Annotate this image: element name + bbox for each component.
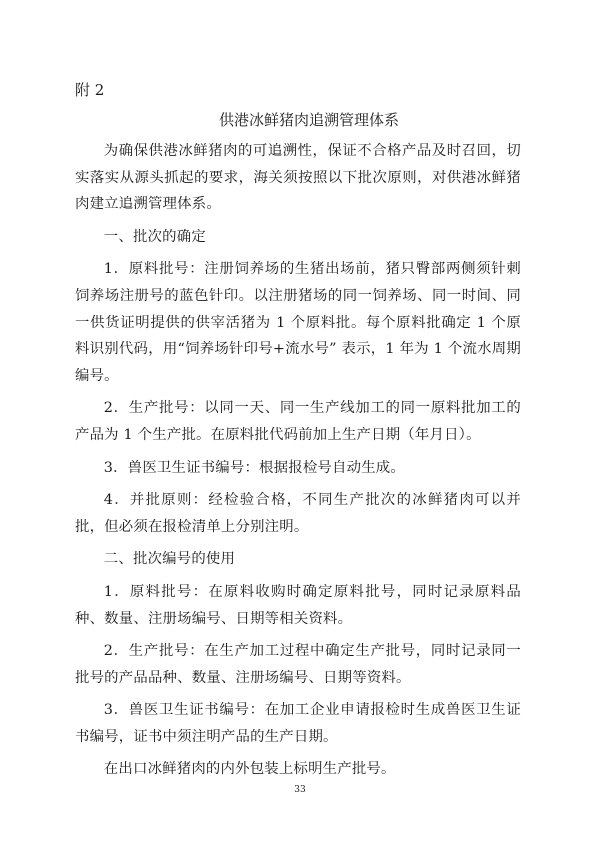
paragraph-usage-production: 2．生产批号：在生产加工过程中确定生产批号，同时记录同一批号的产品品种、数量、注册场编号、日期等资料。	[75, 643, 521, 686]
closing-paragraph: 在出口冰鲜猪肉的内外包装上标明生产批号。	[103, 761, 396, 778]
paragraph-usage-vet-certificate: 3．兽医卫生证书编号：在加工企业申请报检时生成兽医卫生证书编号，证书中须注明产品的生产日期。	[75, 702, 521, 745]
section-heading-batch-determination: 一、批次的确定	[103, 228, 206, 245]
document-body	[75, 138, 521, 789]
section-heading-batch-number-usage: 二、批次编号的使用	[103, 551, 236, 568]
paragraph-production-batch: 2．生产批号：以同一天、同一生产线加工的同一原料批加工的产品为 1 个生产批。在原料批代码前加上生产日期（年月日）。	[75, 400, 521, 443]
paragraph-usage-raw-material: 1．原料批号：在原料收购时确定原料批号，同时记录原料品种、数量、注册场编号、日期等相关资料。	[75, 583, 521, 627]
paragraph-raw-material-batch: 1．原料批号：注册饲养场的生猪出场前，猪只臀部两侧须针刺饲养场注册号的蓝色针印。以注册猪场的同一饲养场、同一时间、同一供货证明提供的供宰活猪为 1 个原料批。每个原料批确定 1 个原料识别代码，用“饲养场针印号+流水号” 表示，1 年为 1 个流水周期编号。	[75, 261, 521, 384]
document-title: 供港冰鲜猪肉追溯管理体系	[218, 111, 399, 129]
paragraph-vet-certificate: 3．兽医卫生证书编号：根据报检号自动生成。	[103, 459, 405, 476]
paragraph-batch-merge: 4．并批原则：经检验合格，不同生产批次的冰鲜猪肉可以并批，但必须在报检清单上分别注明。	[75, 492, 521, 535]
annex-label: 附 2	[75, 81, 105, 99]
page-number: 33	[294, 785, 306, 795]
intro-paragraph: 为确保供港冰鲜猪肉的可追溯性，保证不合格产品及时召回，切实落实从源头抓起的要求，海关须按照以下批次原则，对供港冰鲜猪肉建立追溯管理体系。	[75, 143, 521, 213]
